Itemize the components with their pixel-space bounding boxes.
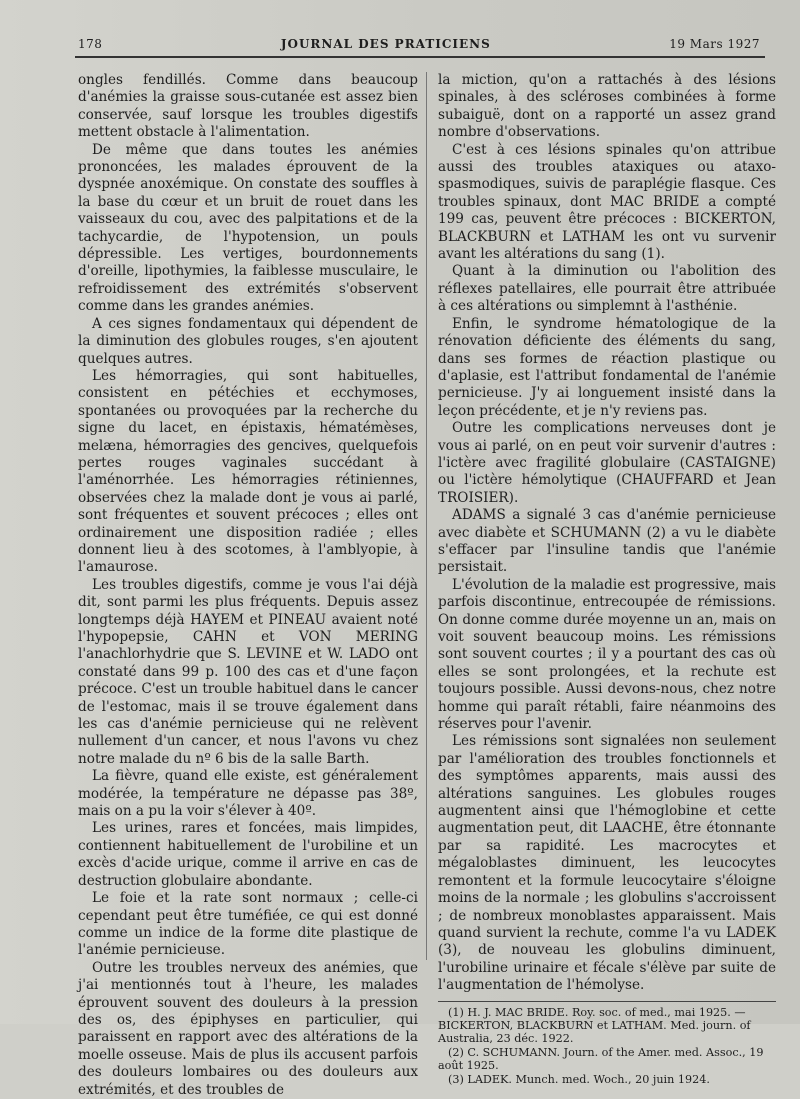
journal-title: JOURNAL DES PRATICIENS	[280, 37, 491, 51]
paragraph: la miction, qu'on a rattachés à des lésions spinales, à des scléroses combinées à forme subaiguë, dont on a rapporté un assez grand nombre d'observations.	[438, 72, 776, 141]
footnotes	[438, 1006, 776, 1086]
column-divider	[426, 72, 427, 960]
running-header	[78, 37, 760, 51]
footnote-rule	[438, 1001, 776, 1002]
paragraph: Enfin, le syndrome hématologique de la rénovation déficiente des éléments du sang, dans ses formes de réaction plastique ou d'aplasie, est l'attribut fondamental de l'anémie pernicieuse. J'y ai longuement insisté dans la leçon précédente, et je n'y reviens pas.	[438, 315, 776, 419]
paragraph: Les troubles digestifs, comme je vous l'ai déjà dit, sont parmi les plus fréquents. Depuis assez longtemps déjà HAYEM et PINEAU avaient noté l'hypopepsie, CAHN et VON MERING l'anachlorhydrie que S. LEVINE et W. LADO ont constaté dans 99 p. 100 des cas et d'une façon précoce. C'est un trouble habituel dans le cancer de l'estomac, mais il se trouve également dans les cas d'anémie pernicieuse qui ne relèvent nullement d'un cancer, et nous l'avons vu chez notre malade du nº 6 bis de la salle Barth.	[78, 576, 418, 767]
paragraph: Les rémissions sont signalées non seulement par l'amélioration des troubles fonctionnels et des symptômes apparents, mais aussi des altérations sanguines. Les globules rouges augmentent ainsi que l'hémoglobine et cette augmentation peut, dit LAACHE, être étonnante par sa rapidité. Les macrocytes et mégaloblastes diminuent, les leucocytes remontent et la formule leucocytaire s'éloigne moins de la normale ; les globulins s'accroissent ; de nombreux monoblastes apparaissent. Mais quand survient la rechute, comme l'a vu LADEK (3), de nouveau les globulins diminuent, l'urobiline urinaire et fécale s'élève par suite de l'augmentation de l'hémolyse.	[438, 733, 776, 994]
left-column	[78, 72, 418, 1099]
paragraph: Les hémorragies, qui sont habituelles, consistent en pétéchies et ecchymoses, spontanées ou provoquées par la recherche du signe du lacet, en épistaxis, hématémèses, melæna, hémorragies des gencives, quelquefois pertes rouges vaginales succédant à l'aménorrhée. Les hémorragies rétiniennes, observées chez la malade dont je vous ai parlé, sont fréquentes et souvent précoces ; elles ont ordinairement une disposition radiée ; elles donnent lieu à des scotomes, à l'amblyopie, à l'amaurose.	[78, 367, 418, 576]
paragraph: ADAMS a signalé 3 cas d'anémie pernicieuse avec diabète et SCHUMANN (2) a vu le diabète s'effacer par l'insuline tandis que l'anémie persistait.	[438, 507, 776, 576]
page-number: 178	[78, 37, 103, 51]
paragraph: ongles fendillés. Comme dans beaucoup d'anémies la graisse sous-cutanée est assez bien conservée, sauf lorsque les troubles digestifs mettent obstacle à l'alimentation.	[78, 72, 418, 141]
paragraph: Les urines, rares et foncées, mais limpides, contiennent habituellement de l'urobiline et un excès d'acide urique, comme il arrive en cas de destruction globulaire abondante.	[78, 820, 418, 889]
paragraph: Outre les troubles nerveux des anémies, que j'ai mentionnés tout à l'heure, les malades éprouvent souvent des douleurs à la pression des os, des épiphyses en particulier, qui paraissent en rapport avec des altérations de la moelle osseuse. Mais de plus ils accusent parfois des douleurs lombaires ou des douleurs aux extrémités, et des troubles de	[78, 959, 418, 1098]
paragraph: Quant à la diminution ou l'abolition des réflexes patellaires, elle pourrait être attribuée à ces altérations ou simplemnt à l'asthénie.	[438, 263, 776, 315]
footnote: (3) LADEK. Munch. med. Woch., 20 juin 1924.	[448, 1072, 710, 1086]
paragraph: La fièvre, quand elle existe, est généralement modérée, la température ne dépasse pas 38º, mais on a pu la voir s'élever à 40º.	[78, 768, 418, 820]
footnote: (1) H. J. MAC BRIDE. Roy. soc. of med., mai 1925. — BICKERTON, BLACKBURN et LATHAM. Med. journ. of Australia, 23 déc. 1922.	[438, 1005, 751, 1046]
issue-date: 19 Mars 1927	[669, 37, 760, 51]
paragraph: A ces signes fondamentaux qui dépendent de la diminution des globules rouges, s'en ajoutent quelques autres.	[78, 315, 418, 367]
paragraph: De même que dans toutes les anémies prononcées, les malades éprouvent de la dyspnée anoxémique. On constate des souffles à la base du cœur et un bruit de rouet dans les vaisseaux du cou, avec des palpitations et de la tachycardie, de l'hypotension, un pouls dépressible. Les vertiges, bourdonnements d'oreille, lipothymies, la faiblesse musculaire, le refroidissement des extrémités s'observent comme dans les grandes anémies.	[78, 141, 418, 315]
paragraph: Outre les complications nerveuses dont je vous ai parlé, on en peut voir survenir d'autres : l'ictère avec fragilité globulaire (CASTAIGNE) ou l'ictère hémolytique (CHAUFFARD et Jean TROISIER).	[438, 420, 776, 506]
paragraph: L'évolution de la maladie est progressive, mais parfois discontinue, entrecoupée de rémissions. On donne comme durée moyenne un an, mais on voit souvent beaucoup moins. Les rémissions sont souvent courtes ; il y a pourtant des cas où elles se sont prolongées, et la rechute est toujours possible. Aussi devons-nous, chez notre homme qui paraît rétabli, faire néanmoins des réserves pour l'avenir.	[438, 576, 776, 733]
paragraph: C'est à ces lésions spinales qu'on attribue aussi des troubles ataxiques ou ataxo-spasmodiques, suivis de paraplégie flasque. Ces troubles spinaux, dont MAC BRIDE a compté 199 cas, peuvent être précoces : BICKERTON, BLACKBURN et LATHAM les ont vu survenir avant les altérations du sang (1).	[438, 141, 776, 263]
paragraph: Le foie et la rate sont normaux ; celle-ci cependant peut être tuméfiée, ce qui est donné comme un indice de la forme dite plastique de l'anémie pernicieuse.	[78, 890, 418, 959]
footnote: (2) C. SCHUMANN. Journ. of the Amer. med. Assoc., 19 août 1925.	[438, 1045, 764, 1073]
right-column	[438, 72, 776, 1086]
header-rule	[75, 56, 765, 58]
